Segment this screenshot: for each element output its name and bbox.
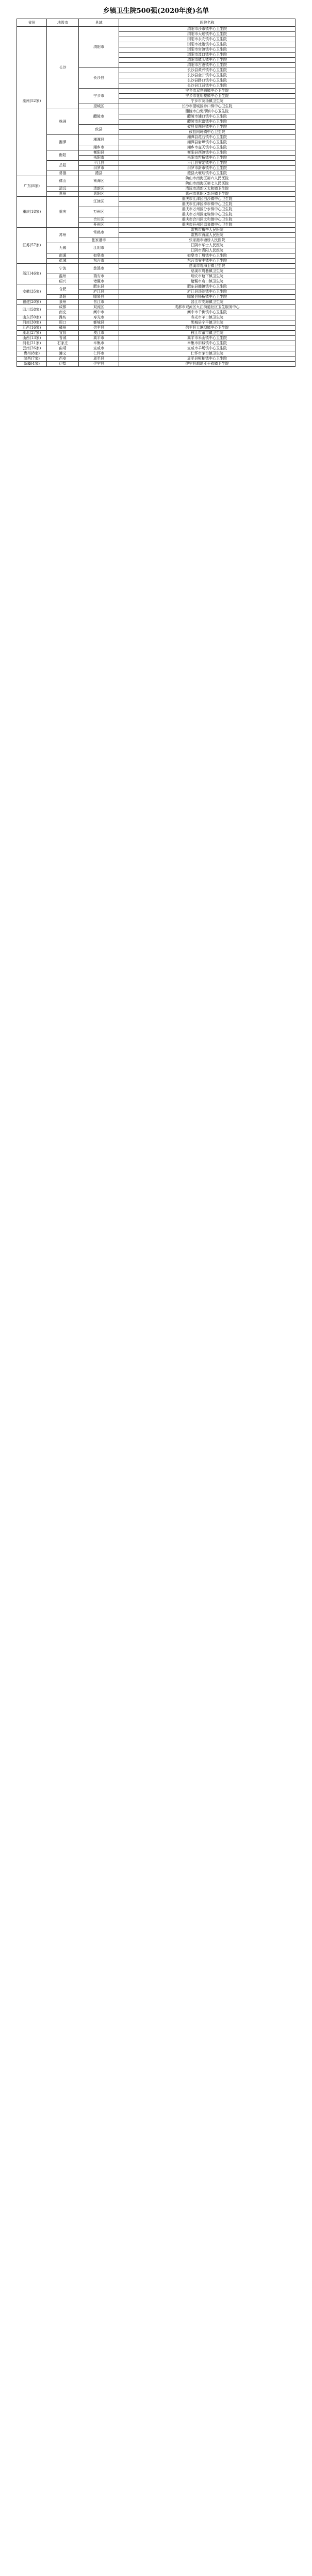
- hospital-cell: 信丰县大塘埠镇中心卫生院: [119, 326, 295, 331]
- table-row: [17, 295, 295, 300]
- county-cell: 江阴市: [79, 243, 119, 253]
- table-row: [17, 274, 295, 279]
- city-cell: 南通: [47, 253, 79, 259]
- hospital-cell: 阆中市千佛镇中心卫生院: [119, 310, 295, 315]
- county-cell: 平江县: [79, 161, 119, 166]
- hospital-cell: 浏阳市古港镇中心卫生院: [119, 63, 295, 68]
- province-cell: 湖北(27家): [17, 331, 47, 336]
- hospital-cell: 重庆市江津区白沙镇中心卫生院: [119, 197, 295, 202]
- city-cell: 赣州: [47, 326, 79, 331]
- city-cell: 长沙: [47, 27, 79, 109]
- table-row: [17, 357, 295, 362]
- county-cell: 如皋市: [79, 253, 119, 259]
- table-row: [17, 197, 295, 202]
- county-cell: 张家港市: [79, 238, 119, 243]
- hospital-cell: 耒阳市哲桥镇中心卫生院: [119, 156, 295, 161]
- city-cell: 衡阳: [47, 150, 79, 161]
- table-row: [17, 315, 295, 320]
- table-row: [17, 336, 295, 341]
- city-cell: 宁波: [47, 264, 79, 274]
- hospital-cell: 浏阳市沙市镇中心卫生院: [119, 27, 295, 32]
- county-cell: 清新区: [79, 187, 119, 192]
- hospital-table: [17, 19, 295, 367]
- city-cell: 西安: [47, 357, 79, 362]
- county-cell: 望城区: [79, 104, 119, 109]
- province-cell: 贵州(8家): [17, 351, 47, 357]
- city-cell: 伊犁: [47, 362, 79, 367]
- table-row: [17, 228, 295, 233]
- province-cell: 广东(8家): [17, 176, 47, 197]
- hospital-cell: 常熟市梅李人民医院: [119, 228, 295, 233]
- hospital-cell: 成都市双流区九江街道社区卫生服务中心: [119, 305, 295, 310]
- hospital-cell: 清远市清新区太和镇卫生院: [119, 187, 295, 192]
- table-row: [17, 346, 295, 351]
- city-cell: 盐城: [47, 259, 79, 264]
- province-cell: 山西(13家): [17, 336, 47, 341]
- hospital-cell: 晋江市安海镇卫生院: [119, 300, 295, 305]
- hospital-cell: 长沙县路口镇中心卫生院: [119, 78, 295, 83]
- province-cell: 云南(26家): [17, 346, 47, 351]
- county-cell: 阆中市: [79, 310, 119, 315]
- county-cell: 合川区: [79, 217, 119, 223]
- table-row: [17, 192, 295, 197]
- county-cell: 南海区: [79, 176, 119, 187]
- county-cell: 肥东县: [79, 284, 119, 290]
- table-row: [17, 264, 295, 269]
- hospital-cell: 高平市米山镇中心卫生院: [119, 336, 295, 341]
- hospital-cell: 宣威市羊场镇中心卫生院: [119, 346, 295, 351]
- table-row: [17, 279, 295, 284]
- table-header-row: [17, 19, 295, 27]
- page-title: 乡镇卫生院500强(2020年度)名单: [103, 7, 209, 15]
- table-row: [17, 243, 295, 248]
- hospital-cell: 浏阳市大瑶镇中心卫生院: [119, 32, 295, 37]
- hospital-cell: 临泉县杨桥镇中心卫生院: [119, 295, 295, 300]
- city-cell: 晋城: [47, 336, 79, 341]
- county-cell: 庐江县: [79, 290, 119, 295]
- hospital-cell: 浏阳市永安镇中心卫生院: [119, 37, 295, 42]
- column-header-hospital: 医院名称: [119, 19, 295, 27]
- city-cell: 惠州: [47, 192, 79, 197]
- table-row: [17, 176, 295, 181]
- county-cell: 仁怀市: [79, 351, 119, 357]
- hospital-cell: 宁乡市双凫铺镇中心卫生院: [119, 89, 295, 94]
- table-row: [17, 259, 295, 264]
- hospital-cell: 平江县安定镇中心卫生院: [119, 161, 295, 166]
- city-cell: 无锡: [47, 243, 79, 253]
- city-cell: 曲靖: [47, 346, 79, 351]
- hospital-cell: 庐江县汤池镇中心卫生院: [119, 290, 295, 295]
- hospital-cell: 惠州市惠阳区新圩镇卫生院: [119, 192, 295, 197]
- county-cell: 晋江市: [79, 300, 119, 305]
- county-cell: 临泉县: [79, 295, 119, 300]
- hospital-cell: 辛集市旧城镇中心卫生院: [119, 341, 295, 346]
- county-cell: 慈溪市: [79, 264, 119, 274]
- city-cell: 岳阳: [47, 161, 79, 171]
- city-cell: 南充: [47, 310, 79, 315]
- hospital-cell: 浏阳市社港镇中心卫生院: [119, 42, 295, 47]
- column-header-county: 县域: [79, 19, 119, 27]
- county-cell: 万州区: [79, 207, 119, 217]
- county-cell: 耒阳市: [79, 156, 119, 161]
- county-cell: 衡阳县: [79, 150, 119, 156]
- county-cell: 东台市: [79, 259, 119, 264]
- county-cell: 寿光市: [79, 315, 119, 320]
- county-cell: 周至县: [79, 357, 119, 362]
- province-cell: 新疆(4家): [17, 362, 47, 367]
- province-cell: 山东(50家): [17, 315, 47, 320]
- county-cell: 宁乡市: [79, 89, 119, 104]
- province-cell: 安徽(35家): [17, 284, 47, 300]
- county-cell: 瑞安市: [79, 274, 119, 279]
- table-row: [17, 171, 295, 176]
- county-cell: 惠阳区: [79, 192, 119, 197]
- hospital-cell: 周至县哑柏镇中心卫生院: [119, 357, 295, 362]
- city-cell: 常德: [47, 171, 79, 176]
- county-cell: 湘乡市: [79, 145, 119, 150]
- hospital-cell: 伊宁县胡地亚于孜镇卫生院: [119, 362, 295, 367]
- county-cell: 辛集市: [79, 341, 119, 346]
- column-header-province: 省份: [17, 19, 47, 27]
- table-row: [17, 310, 295, 315]
- hospital-cell: 浏阳市官渡镇中心卫生院: [119, 47, 295, 53]
- hospital-cell: 郸城县宁平镇卫生院: [119, 320, 295, 326]
- city-cell: 清远: [47, 187, 79, 192]
- county-cell: 高平市: [79, 336, 119, 341]
- hospital-cell: 慈溪市周巷镇卫生院: [119, 269, 295, 274]
- table-row: [17, 320, 295, 326]
- table-row: [17, 284, 295, 290]
- hospital-cell: 瑞安市塘下镇卫生院: [119, 274, 295, 279]
- table-row: [17, 351, 295, 357]
- hospital-cell: 慈溪市观海卫镇卫生院: [119, 264, 295, 269]
- table-row: [17, 135, 295, 140]
- hospital-cell: 仁怀市茅台镇卫生院: [119, 351, 295, 357]
- hospital-cell: 醴陵市白兔潭镇中心卫生院: [119, 109, 295, 114]
- county-cell: 长沙县: [79, 68, 119, 89]
- hospital-cell: 重庆市万州区龙驹镇中心卫生院: [119, 212, 295, 217]
- province-cell: 江苏(57家): [17, 228, 47, 264]
- hospital-cell: 汨罗市新市镇中心卫生院: [119, 166, 295, 171]
- county-cell: 枝江市: [79, 331, 119, 336]
- table-row: [17, 305, 295, 310]
- city-cell: 遵义: [47, 351, 79, 357]
- province-cell: 湖南(52家): [17, 27, 47, 176]
- hospital-cell: 江阴市青阳人民医院: [119, 248, 295, 253]
- hospital-cell: 常熟市海虞人民医院: [119, 233, 295, 238]
- city-cell: 重庆: [47, 197, 79, 228]
- city-cell: 石家庄: [47, 341, 79, 346]
- province-cell: 江西(16家): [17, 326, 47, 331]
- hospital-cell: 浏阳市淳口镇中心卫生院: [119, 53, 295, 58]
- table-row: [17, 253, 295, 259]
- city-cell: 苏州: [47, 228, 79, 243]
- county-cell: 伊宁县: [79, 362, 119, 367]
- city-cell: 株洲: [47, 109, 79, 135]
- city-cell: 合肥: [47, 284, 79, 295]
- hospital-cell: 宁乡市灰汤镇卫生院: [119, 99, 295, 104]
- county-cell: 常熟市: [79, 228, 119, 238]
- county-cell: 醴陵市: [79, 109, 119, 125]
- table-row: [17, 362, 295, 367]
- hospital-cell: 湘乡市壶天镇中心卫生院: [119, 145, 295, 150]
- hospital-cell: 醴陵市东富镇中心卫生院: [119, 120, 295, 125]
- hospital-cell: 湘潭县花石镇中心卫生院: [119, 135, 295, 140]
- hospital-cell: 如皋市丁堰镇中心卫生院: [119, 253, 295, 259]
- hospital-cell: 澧县大堰垱镇中心卫生院: [119, 171, 295, 176]
- hospital-cell: 醴陵市浦口镇中心卫生院: [119, 114, 295, 120]
- hospital-cell: 浏阳市镇头镇中心卫生院: [119, 58, 295, 63]
- city-cell: 佛山: [47, 176, 79, 187]
- county-cell: 浏阳市: [79, 27, 119, 68]
- city-cell: 周口: [47, 320, 79, 326]
- table-row: [17, 27, 295, 32]
- hospital-cell: 攸县网岭镇中心卫生院: [119, 130, 295, 135]
- hospital-cell: 枝江市董市镇卫生院: [119, 331, 295, 336]
- province-cell: 河北(21家): [17, 341, 47, 346]
- province-cell: 福建(20家): [17, 300, 47, 305]
- province-cell: 重庆(18家): [17, 197, 47, 228]
- county-cell: 汨罗市: [79, 166, 119, 171]
- county-cell: 宣威市: [79, 346, 119, 351]
- hospital-cell: 佛山市南海区第六人民医院: [119, 176, 295, 181]
- hospital-cell: 湘潭县射埠镇中心卫生院: [119, 140, 295, 145]
- hospital-cell: 肥东县撮镇镇中心卫生院: [119, 284, 295, 290]
- table-row: [17, 331, 295, 336]
- table-row: [17, 300, 295, 305]
- table-row: [17, 109, 295, 114]
- city-cell: 阜阳: [47, 295, 79, 300]
- table-row: [17, 161, 295, 166]
- hospital-cell: 佛山市南海区第七人民医院: [119, 181, 295, 187]
- hospital-cell: 重庆市江津区李市镇中心卫生院: [119, 202, 295, 207]
- table-body: [17, 27, 295, 367]
- column-header-city: 地级市: [47, 19, 79, 27]
- province-cell: 河南(30家): [17, 320, 47, 326]
- hospital-cell: 江阴市华士人民医院: [119, 243, 295, 248]
- city-cell: 湘潭: [47, 135, 79, 150]
- hospital-cell: 宁乡市花明楼镇中心卫生院: [119, 94, 295, 99]
- county-cell: 攸县: [79, 125, 119, 135]
- province-cell: 浙江(46家): [17, 264, 47, 284]
- province-cell: 四川(58家): [17, 305, 47, 315]
- county-cell: 澧县: [79, 171, 119, 176]
- county-cell: 诸暨市: [79, 279, 119, 284]
- hospital-cell: 长沙市望城区乔口镇中心卫生院: [119, 104, 295, 109]
- hospital-cell: 寿光市羊口镇卫生院: [119, 315, 295, 320]
- county-cell: 郸城县: [79, 320, 119, 326]
- hospital-cell: 攸县皇图岭镇中心卫生院: [119, 125, 295, 130]
- county-cell: 信丰县: [79, 326, 119, 331]
- hospital-cell: 长沙县江背镇中心卫生院: [119, 83, 295, 89]
- hospital-cell: 衡阳县西渡镇中心卫生院: [119, 150, 295, 156]
- table-row: [17, 150, 295, 156]
- hospital-cell: 张家港市塘桥人民医院: [119, 238, 295, 243]
- county-cell: 湘潭县: [79, 135, 119, 145]
- city-cell: 泉州: [47, 300, 79, 305]
- county-cell: 双流区: [79, 305, 119, 310]
- county-cell: 江津区: [79, 197, 119, 207]
- table-row: [17, 341, 295, 346]
- county-cell: 开州区: [79, 223, 119, 228]
- hospital-cell: 重庆市合川区太和镇中心卫生院: [119, 217, 295, 223]
- city-cell: 宜昌: [47, 331, 79, 336]
- hospital-cell: 长沙县金井镇中心卫生院: [119, 73, 295, 78]
- city-cell: 潍坊: [47, 315, 79, 320]
- city-cell: 成都: [47, 305, 79, 310]
- province-cell: 陕西(7家): [17, 357, 47, 362]
- hospital-cell: 东台市安丰镇中心卫生院: [119, 259, 295, 264]
- hospital-cell: 诸暨市店口镇卫生院: [119, 279, 295, 284]
- city-cell: 温州: [47, 274, 79, 279]
- table-row: [17, 187, 295, 192]
- hospital-cell: 长沙县黄兴镇中心卫生院: [119, 68, 295, 73]
- table-row: [17, 326, 295, 331]
- hospital-cell: 重庆市开州区温泉镇中心卫生院: [119, 223, 295, 228]
- hospital-cell: 重庆市万州区分水镇中心卫生院: [119, 207, 295, 212]
- city-cell: 绍兴: [47, 279, 79, 284]
